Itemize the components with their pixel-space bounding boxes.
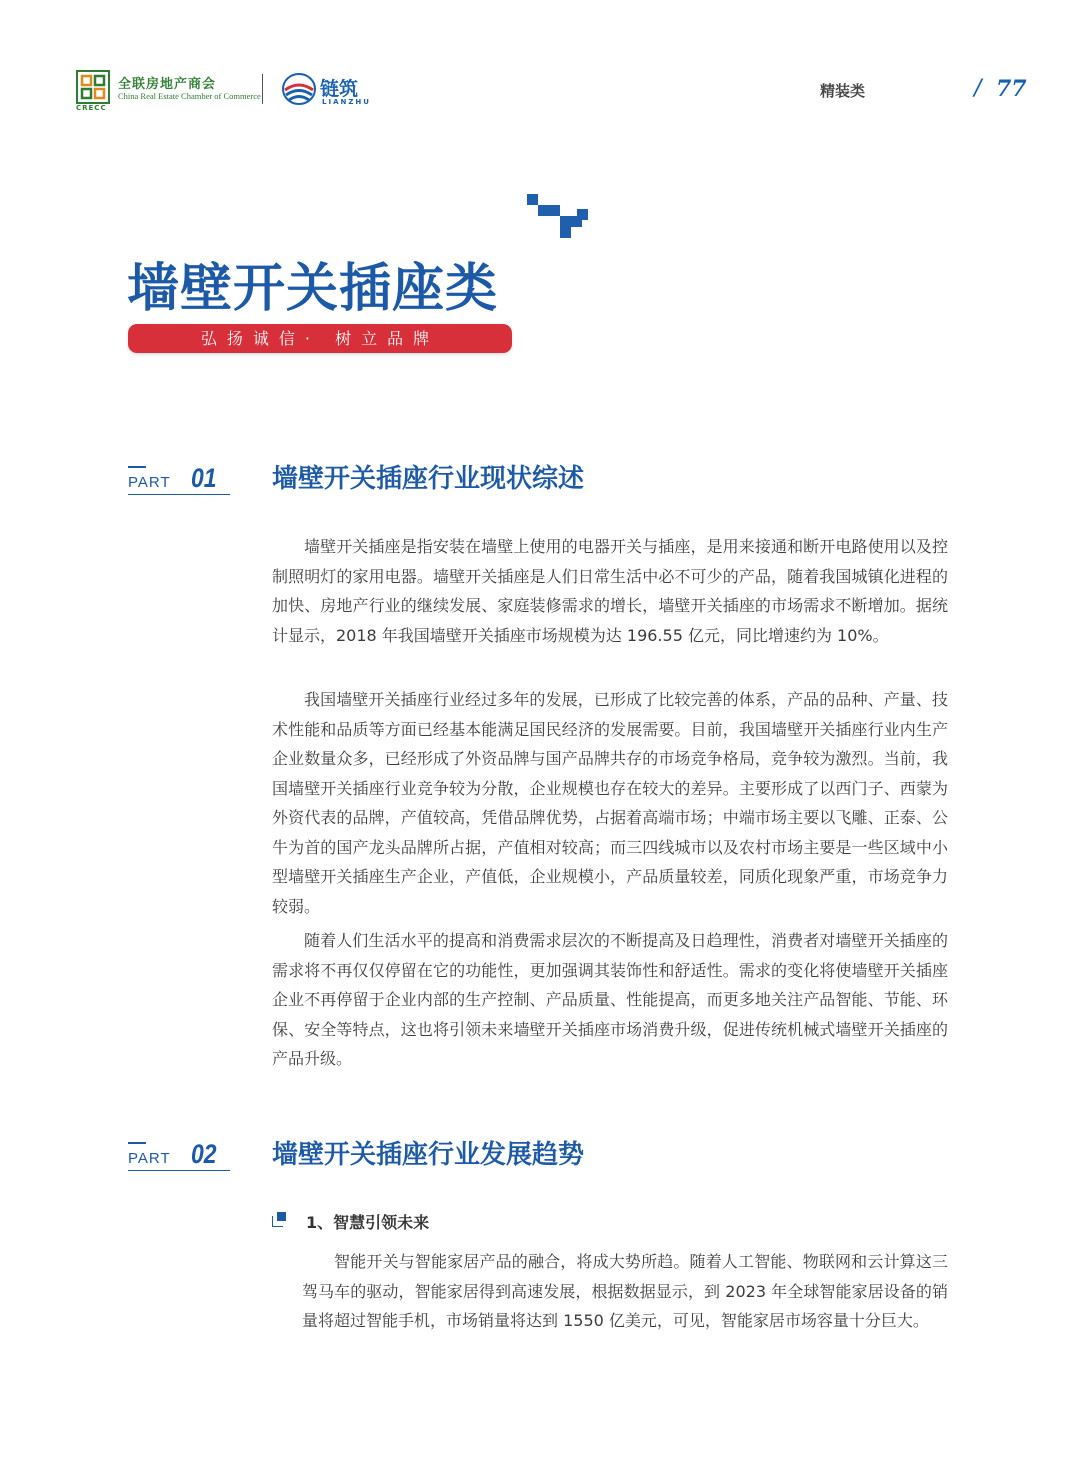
section-1-heading: 墙壁开关插座行业现状综述: [272, 464, 585, 494]
org-name-en: China Real Estate Chamber of Commerce: [118, 91, 261, 101]
lianzhu-logo-icon: [282, 72, 316, 106]
page-header: [76, 66, 1027, 114]
crecc-abbr: CRECC: [76, 104, 107, 112]
brand-name-en: LIANZHU: [322, 98, 371, 106]
crecc-logo-icon: [76, 70, 110, 104]
part-01-label: PART 01: [128, 466, 230, 495]
brand-name-cn: 链筑: [320, 78, 359, 100]
category-label: 精装类: [820, 82, 866, 100]
header-divider: [262, 74, 263, 104]
section-1-paragraph-3: 随着人们生活水平的提高和消费需求层次的不断提高及日趋理性，消费者对墙壁开关插座的需求将不再仅仅停留在它的功能性，更加强调其装饰性和舒适性。需求的变化将使墙壁开关插座企业不再停留于企业内部的生产控制、产品质量、性能提高，而更多地关注产品智能、节能、环保、安全等特点，这也将引领未来墙壁开关插座市场消费升级，促进传统机械式墙壁开关插座的产品升级。: [272, 931, 948, 1068]
section-2-heading: 墙壁开关插座行业发展趋势: [272, 1140, 585, 1170]
page-title: 墙壁开关插座类: [127, 259, 499, 319]
org-name-cn: 全联房地产商会: [118, 77, 217, 92]
bullet-square-icon: [272, 1212, 288, 1228]
subsection-title: 1、智慧引领未来: [306, 1213, 430, 1232]
section-1-paragraph-2: 我国墙壁开关插座行业经过多年的发展，已形成了比较完善的体系，产品的品种、产量、技术性能和品质等方面已经基本能满足国民经济的发展需要。目前，我国墙壁开关插座行业内生产企业数量众多，已经形成了外资品牌与国产品牌共存的市场竞争格局，竞争较为激烈。当前，我国墙壁开关插座行业竞争较为分散，企业规模也存在较大的差异。主要形成了以西门子、西蒙为外资代表的品牌，产值较高，凭借品牌优势，占据着高端市场；中端市场主要以飞雕、正泰、公牛为首的国产龙头品牌所占据，产值相对较高；而三四线城市以及农村市场主要是一些区域中小型墙壁开关插座生产企业，产值低，企业规模小，产品质量较差，同质化现象严重，市场竞争力较弱。: [272, 690, 948, 916]
slogan-banner: 弘扬诚信· 树立品牌: [128, 324, 512, 353]
section-2-paragraph-1: 智能开关与智能家居产品的融合，将成大势所趋。随着人工智能、物联网和云计算这三驾马车的驱动，智能家居得到高速发展，根据数据显示，到 2023 年全球智能家居设备的销量将超过智能手机，市场销量将达到 1550 亿美元，可见，智能家居市场容量十分巨大。: [302, 1252, 948, 1330]
header-slash: /: [974, 76, 982, 101]
page-number: 77: [996, 76, 1027, 102]
part-02-label: PART 02: [128, 1142, 230, 1171]
section-1-paragraph-1: 墙壁开关插座是指安装在墙壁上使用的电器开关与插座，是用来接通和断开电路使用以及控制照明灯的家用电器。墙壁开关插座是人们日常生活中必不可少的产品，随着我国城镇化进程的加快、房地产行业的继续发展、家庭装修需求的增长，墙壁开关插座的市场需求不断增加。据统计显示，2018 年我国墙壁开关插座市场规模为达 196.55 亿元，同比增速约为 10%。: [272, 537, 948, 645]
